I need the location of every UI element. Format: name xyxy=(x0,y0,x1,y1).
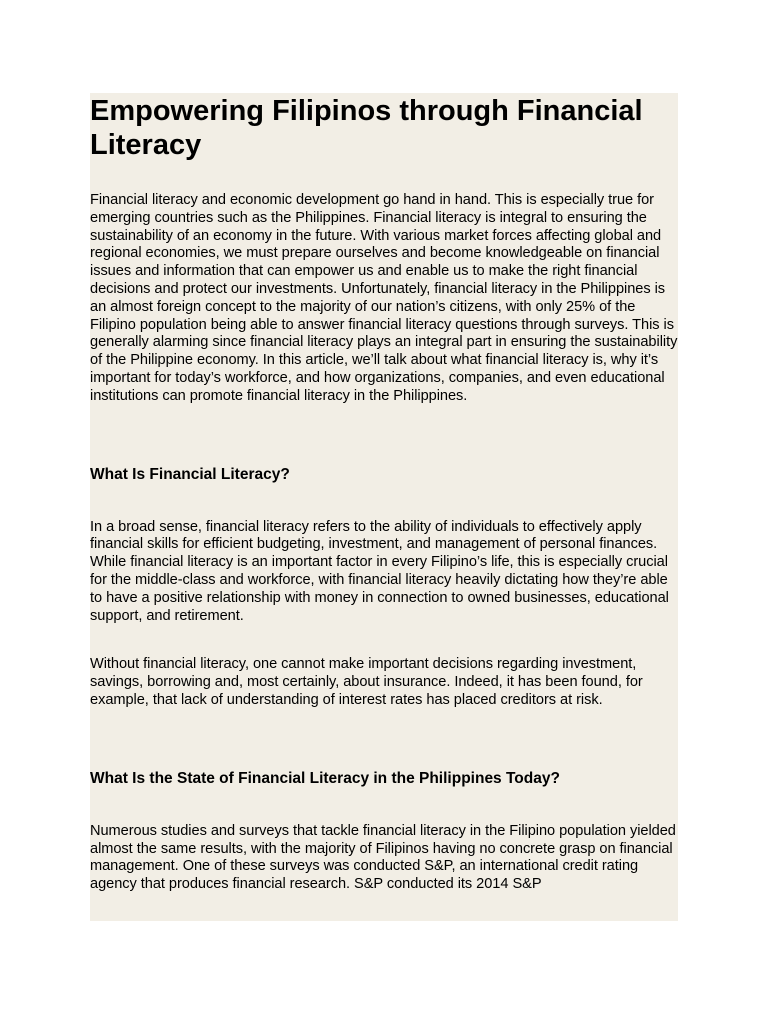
section-heading-what-is-financial-literacy: What Is Financial Literacy? xyxy=(90,465,290,483)
intro-paragraph: Financial literacy and economic development go hand in hand. This is especially true for emerging countries such as the Philippines. Financial literacy is integral to ensuring the sustainability of an economy in the future. With various market forces affecting global and regional economies, we must prepare ourselves and become knowledgeable on financial issues and information that can empower us and enable us to make the right financial decisions and protect our investments. Unfortunately, financial literacy in the Philippines is an almost foreign concept to the majority of our nation’s citizens, with only 25% of the Filipino population being able to answer financial literacy questions through surveys. This is generally alarming since financial literacy plays an integral part in ensuring the sustainability of the Philippine economy. In this article, we’ll talk about what financial literacy is, why it’s important for today’s workforce, and how organizations, companies, and even educational institutions can promote financial literacy in the Philippines. xyxy=(90,192,678,404)
section1-paragraph-2: Without financial literacy, one cannot make important decisions regarding investment, savings, borrowing and, most certainly, about insurance. Indeed, it has been found, for example, that lack of understanding of interest rates has placed creditors at risk. xyxy=(90,656,643,708)
section2-paragraph-1: Numerous studies and surveys that tackle financial literacy in the Filipino population yielded almost the same results, with the majority of Filipinos having no concrete grasp on financial management. One of these surveys was conducted S&P, an international credit rating agency that produces financial research. S&P conducted its 2014 S&P xyxy=(90,822,676,893)
document-content xyxy=(90,93,678,921)
section1-paragraph-1: In a broad sense, financial literacy refers to the ability of individuals to effectively apply financial skills for efficient budgeting, investment, and management of personal finances. While financial literacy is an important factor in every Filipino’s life, this is especially crucial for the middle-class and workforce, with financial literacy heavily dictating how they’re able to have a positive relationship with money in connection to owned businesses, educational support, and retirement. xyxy=(90,518,669,624)
article-title: Empowering Filipinos through Financial Literacy xyxy=(90,95,643,161)
section-heading-state-of-financial-literacy: What Is the State of Financial Literacy in the Philippines Today? xyxy=(90,769,560,787)
